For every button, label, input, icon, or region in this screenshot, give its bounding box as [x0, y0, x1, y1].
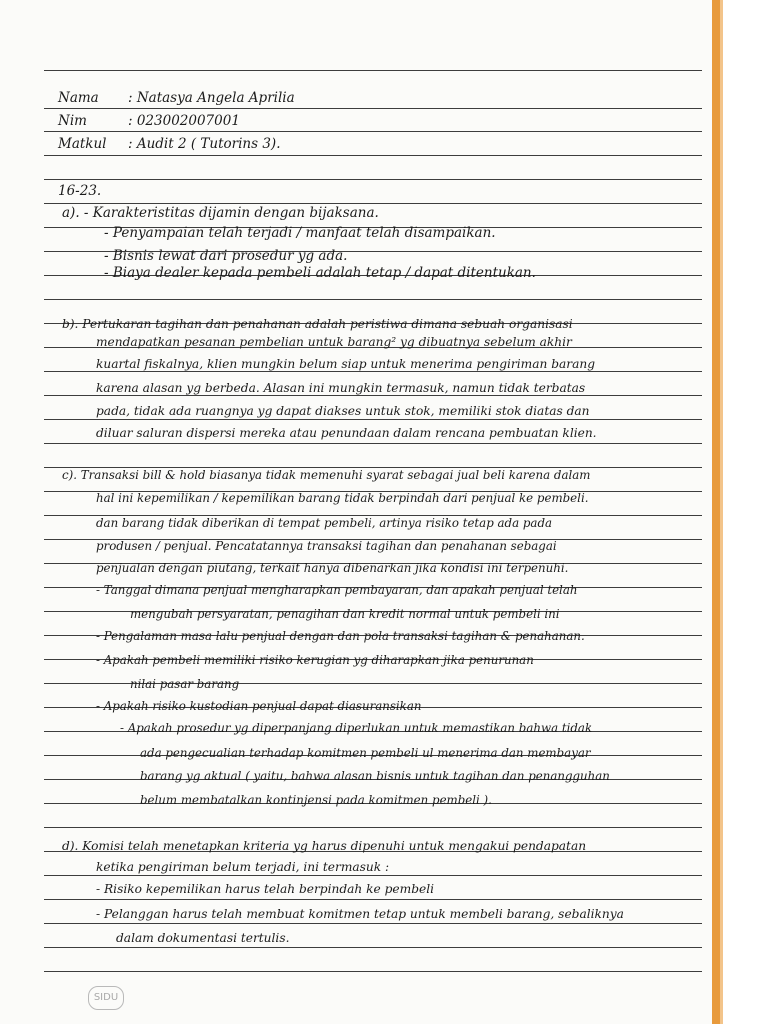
ruled-line: [44, 443, 702, 444]
ruled-line: [44, 299, 702, 300]
answer-b-line: diluar saluran dispersi mereka atau penundaan dalam rencana pembuatan klien.: [96, 426, 597, 440]
answer-c-line: barang yg aktual ( yaitu, bahwa alasan bisnis untuk tagihan dan penangguhan: [140, 769, 610, 783]
paper-edge-highlight: [720, 0, 723, 1024]
ruled-line: [44, 179, 702, 180]
paper-edge-stripe: [712, 0, 720, 1024]
problem-number: 16-23.: [58, 183, 102, 199]
answer-d-line: - Pelanggan harus telah membuat komitmen tetap untuk membeli barang, sebaliknya: [96, 907, 624, 921]
answer-a-line: - Bisnis lewat dari prosedur yg ada.: [104, 248, 348, 264]
ruled-line: [44, 419, 702, 420]
ruled-line: [44, 155, 702, 156]
answer-a-line: - Penyampaian telah terjadi / manfaat telah disampaikan.: [104, 225, 496, 241]
name-label: Nama: [58, 90, 99, 106]
name-value: : Natasya Angela Aprilia: [128, 90, 295, 106]
answer-d-line: ketika pengiriman belum terjadi, ini termasuk :: [96, 860, 390, 874]
ruled-line: [44, 947, 702, 948]
answer-b-line: kuartal fiskalnya, klien mungkin belum siap untuk menerima pengiriman barang: [96, 357, 596, 371]
answer-b-line: b). Pertukaran tagihan dan penahanan adalah peristiwa dimana sebuah organisasi: [62, 317, 573, 331]
course-label: Matkul: [58, 136, 107, 152]
answer-c-line: dan barang tidak diberikan di tempat pembeli, artinya risiko tetap ada pada: [96, 516, 553, 530]
answer-c-line: penjualan dengan piutang, terkait hanya dibenarkan jika kondisi ini terpenuhi.: [96, 561, 569, 575]
answer-d-line: d). Komisi telah menetapkan kriteria yg harus dipenuhi untuk mengakui pendapatan: [62, 839, 587, 853]
ruled-line: [44, 203, 702, 204]
ruled-line: [44, 875, 702, 876]
ruled-line: [44, 899, 702, 900]
answer-d-line: dalam dokumentasi tertulis.: [116, 931, 290, 945]
answer-c-line: produsen / penjual. Pencatatannya transaksi tagihan dan penahanan sebagai: [96, 539, 557, 553]
answer-c-line: ada pengecualian terhadap komitmen pembeli ul menerima dan membayar: [140, 746, 591, 760]
course-value: : Audit 2 ( Tutorins 3).: [128, 136, 281, 152]
nim-value: : 023002007001: [128, 113, 240, 129]
ruled-line: [44, 131, 702, 132]
notebook-brand-logo: SIDU: [88, 986, 124, 1010]
answer-c-line: - Apakah risiko kustodian penjual dapat diasuransikan: [96, 699, 422, 713]
ruled-line: [44, 108, 702, 109]
answer-c-line: - Apakah prosedur yg diperpanjang diperlukan untuk memastikan bahwa tidak: [120, 721, 593, 735]
ruled-line: [44, 971, 702, 972]
ruled-line: [44, 70, 702, 71]
answer-c-line: hal ini kepemilikan / kepemilikan barang tidak berpindah dari penjual ke pembeli.: [96, 491, 589, 505]
answer-b-line: mendapatkan pesanan pembelian untuk barang² yg dibuatnya sebelum akhir: [96, 335, 572, 349]
ruled-line: [44, 923, 702, 924]
answer-b-line: pada, tidak ada ruangnya yg dapat diakses untuk stok, memiliki stok diatas dan: [96, 404, 590, 418]
answer-c-line: belum membatalkan kontinjensi pada komitmen pembeli ).: [140, 793, 492, 807]
answer-c-line: mengubah persyaratan, penagihan dan kredit normal untuk pembeli ini: [130, 607, 560, 621]
answer-b-line: karena alasan yg berbeda. Alasan ini mungkin termasuk, namun tidak terbatas: [96, 381, 586, 395]
ruled-line: [44, 827, 702, 828]
answer-a-line: a). - Karakteristitas dijamin dengan bijaksana.: [62, 205, 379, 221]
answer-c-line: - Tanggal dimana penjual mengharapkan pembayaran, dan apakah penjual telah: [96, 583, 578, 597]
answer-c-line: c). Transaksi bill & hold biasanya tidak memenuhi syarat sebagai jual beli karena dalam: [62, 468, 591, 482]
answer-c-line: - Pengalaman masa lalu penjual dengan dan pola transaksi tagihan & penahanan.: [96, 629, 585, 643]
answer-a-line: - Biaya dealer kepada pembeli adalah tetap / dapat ditentukan.: [104, 265, 536, 281]
answer-c-line: - Apakah pembeli memiliki risiko kerugian yg diharapkan jika penurunan: [96, 653, 534, 667]
answer-d-line: - Risiko kepemilikan harus telah berpindah ke pembeli: [96, 882, 435, 896]
answer-c-line: nilai pasar barang: [130, 677, 240, 691]
nim-label: Nim: [58, 113, 87, 129]
